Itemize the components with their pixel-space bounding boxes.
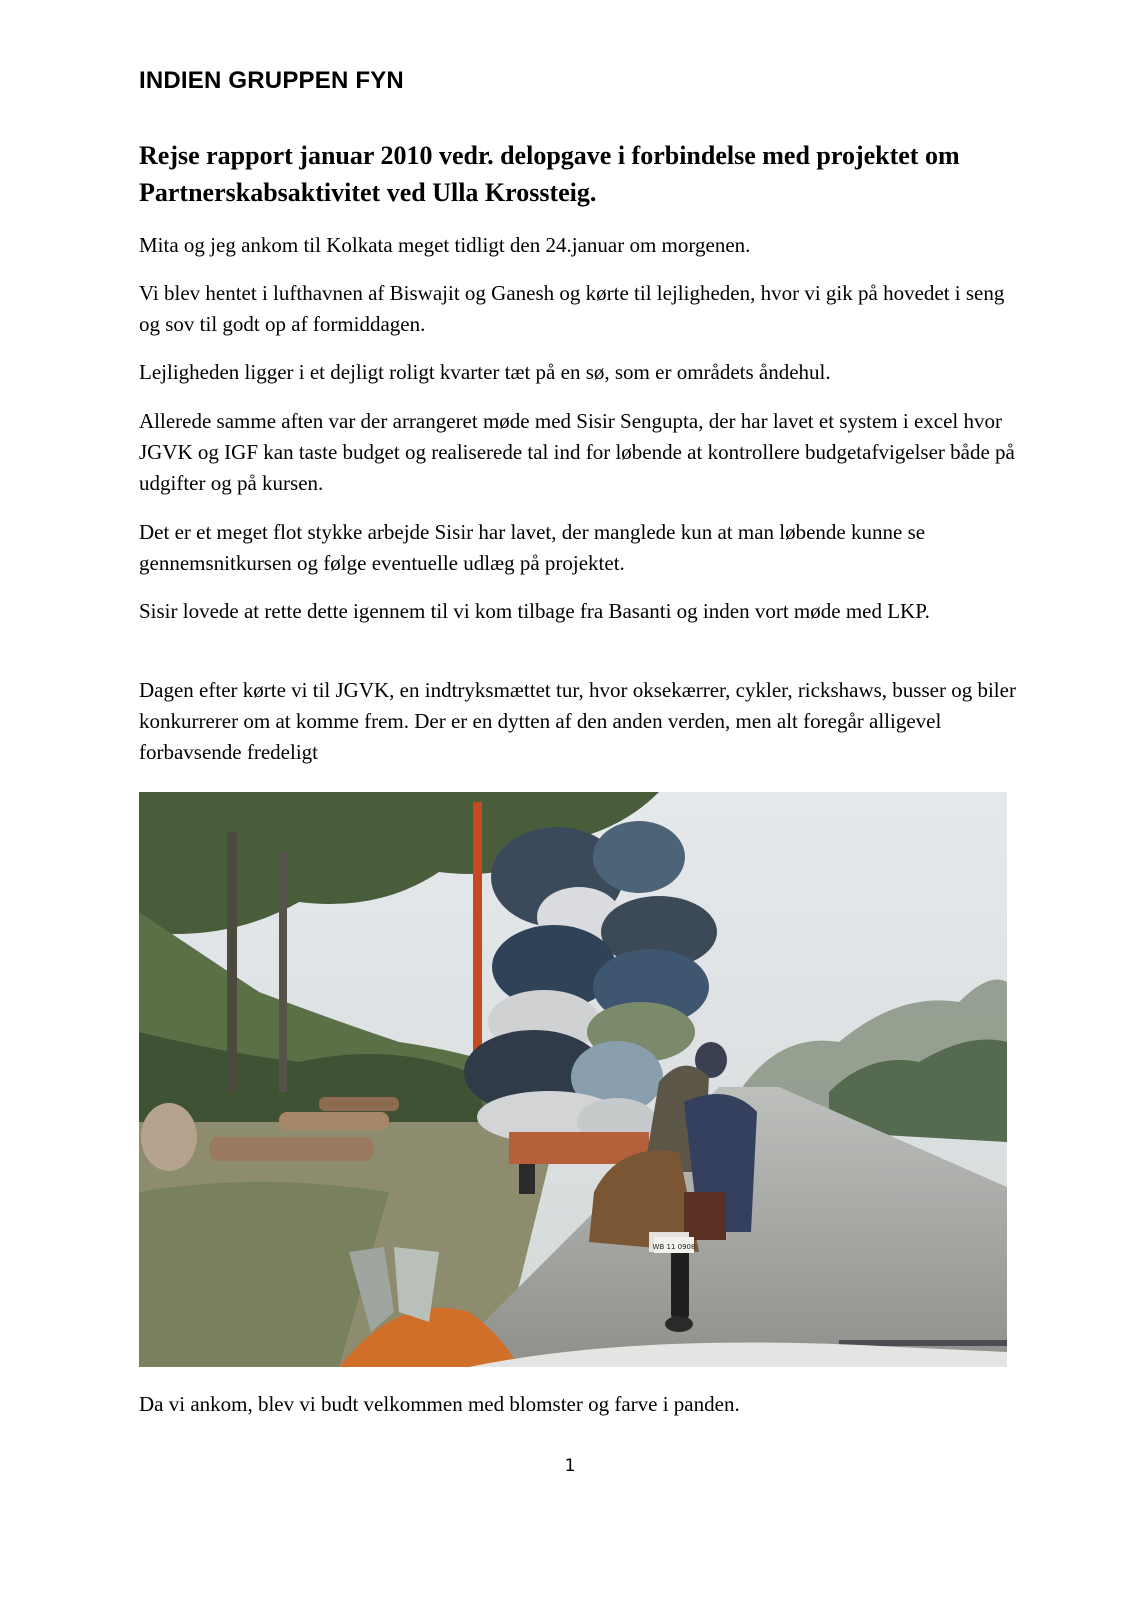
- paragraph-welcome: Da vi ankom, blev vi budt velkommen med blomster og farve i panden.: [139, 1392, 740, 1416]
- paragraph-promise: Sisir lovede at rette dette igennem til vi kom tilbage fra Basanti og inden vort møde med LKP.: [139, 599, 930, 623]
- page-number: 1: [564, 1456, 576, 1476]
- paragraph-airport: Vi blev hentet i lufthavnen af Biswajit og Ganesh og kørte til lejligheden, hvor vi gik på hovedet i seng og sov til godt op af formiddagen.: [139, 281, 1005, 336]
- paragraph-apartment: Lejligheden ligger i et dejligt roligt kvarter tæt på en sø, som er områdets åndehul.: [139, 360, 831, 384]
- license-plate-text: WB 11 0908: [652, 1243, 696, 1251]
- road-photo: [139, 792, 1007, 1367]
- paragraph-work: Det er et meget flot stykke arbejde Sisir har lavet, der manglede kun at man løbende kunne se gennemsnitkursen og følge eventuelle udlæg på projektet.: [139, 520, 926, 575]
- paragraph-arrival: Mita og jeg ankom til Kolkata meget tidligt den 24.januar om morgenen.: [139, 233, 751, 257]
- paragraph-meeting: Allerede samme aften var der arrangeret møde med Sisir Sengupta, der har lavet et system i excel hvor JGVK og IGF kan taste budget og realiserede tal ind for løbende at kontrollere budgetafvigelser både på udgifter og på kursen.: [139, 409, 1015, 495]
- paragraph-journey: Dagen efter kørte vi til JGVK, en indtryksmættet tur, hvor oksekærrer, cykler, rickshaws, busser og biler konkurrerer om at komme frem. Der er en dytten af den anden verden, men alt foregår alligevel forbavsende fredeligt: [139, 678, 1016, 764]
- report-title: Rejse rapport januar 2010 vedr. delopgave i forbindelse med projektet om Partnerskabsaktivitet ved Ulla Krossteig.: [139, 141, 960, 207]
- organization-heading: INDIEN GRUPPEN FYN: [139, 67, 404, 94]
